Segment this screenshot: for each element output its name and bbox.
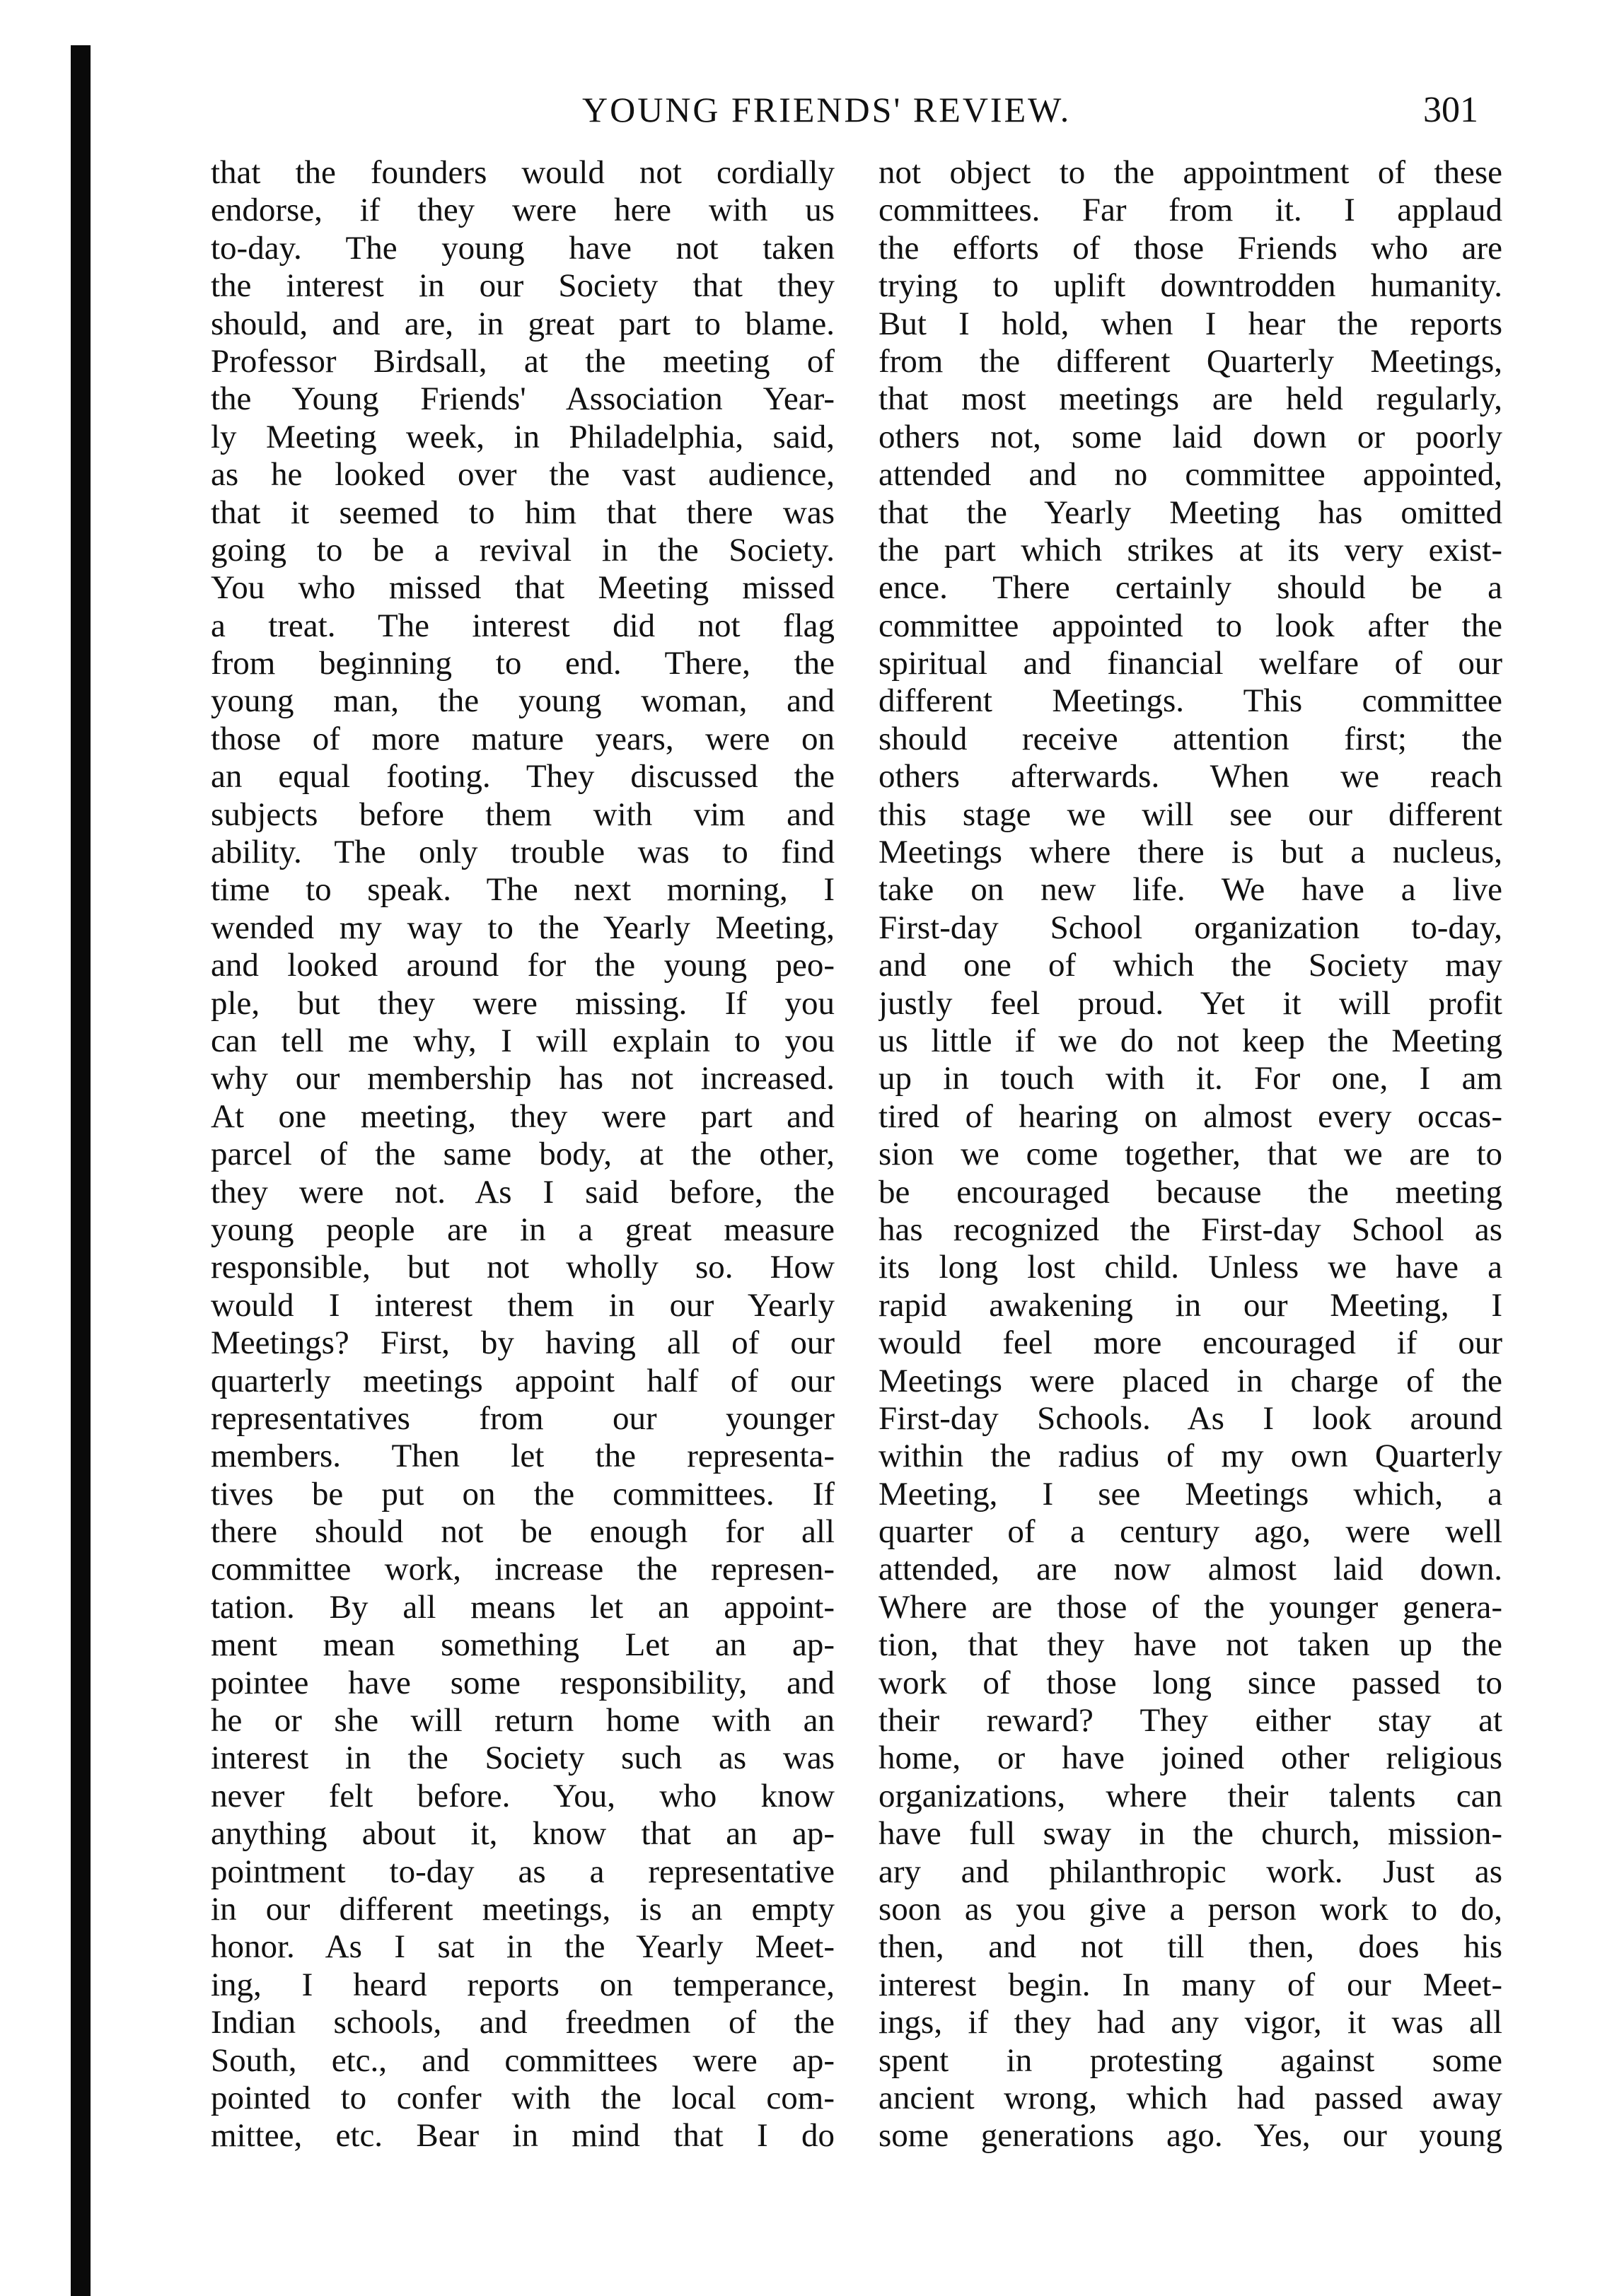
text-line: in our different meetings, is an empty — [211, 1890, 835, 1928]
text-line: members. Then let the representa- — [211, 1438, 835, 1475]
text-line: going to be a revival in the Society. — [211, 531, 835, 569]
text-line: never felt before. You, who know — [211, 1777, 835, 1814]
text-line: ability. The only trouble was to find — [211, 834, 835, 871]
text-line: wended my way to the Yearly Meeting, — [211, 909, 835, 946]
text-line: spiritual and financial welfare of our — [879, 645, 1502, 682]
text-line: should, and are, in great part to blame. — [211, 305, 835, 342]
text-line: representatives from our younger — [211, 1399, 835, 1437]
text-line: organizations, where their talents can — [879, 1777, 1502, 1814]
text-line: quarterly meetings appoint half of our — [211, 1362, 835, 1399]
text-line: a treat. The interest did not flag — [211, 607, 835, 644]
text-line: You who missed that Meeting missed — [211, 569, 835, 607]
text-column-left — [211, 154, 835, 2155]
text-line: home, or have joined other religious — [879, 1740, 1502, 1777]
text-line: anything about it, know that an ap- — [211, 1815, 835, 1853]
text-line: be encouraged because the meeting — [879, 1173, 1502, 1211]
text-line: Professor Birdsall, at the meeting of — [211, 342, 835, 380]
text-line: young people are in a great measure — [211, 1211, 835, 1248]
text-line: tion, that they have not taken up the — [879, 1626, 1502, 1664]
text-line: pointee have some responsibility, and — [211, 1664, 835, 1701]
text-line: Meetings where there is but a nucleus, — [879, 834, 1502, 871]
text-line: attended and no committee appointed, — [879, 456, 1502, 494]
text-line: some generations ago. Yes, our young — [879, 2117, 1502, 2155]
text-line: that the Yearly Meeting has omitted — [879, 494, 1502, 531]
text-line: tives be put on the committees. If — [211, 1475, 835, 1513]
text-line: trying to uplift downtrodden humanity. — [879, 267, 1502, 305]
text-line: others afterwards. When we reach — [879, 758, 1502, 796]
text-line: First-day Schools. As I look around — [879, 1399, 1502, 1437]
running-title: YOUNG FRIENDS' REVIEW. — [582, 90, 1072, 129]
text-line: ing, I heard reports on temperance, — [211, 1966, 835, 2003]
text-line: that the founders would not cordially — [211, 154, 835, 191]
text-line: the efforts of those Friends who are — [879, 229, 1502, 267]
text-line: But I hold, when I hear the reports — [879, 305, 1502, 342]
text-line: as he looked over the vast audience, — [211, 456, 835, 494]
text-line: he or she will return home with an — [211, 1702, 835, 1740]
text-line: the interest in our Society that they — [211, 267, 835, 305]
text-line: soon as you give a person work to do, — [879, 1890, 1502, 1928]
text-line: would feel more encouraged if our — [879, 1324, 1502, 1362]
text-line: Where are those of the younger genera- — [879, 1588, 1502, 1626]
running-head — [205, 89, 1478, 146]
text-line: ancient wrong, which had passed away — [879, 2079, 1502, 2116]
text-line: us little if we do not keep the Meeting — [879, 1022, 1502, 1059]
text-line: have full sway in the church, mission- — [879, 1815, 1502, 1853]
text-line: attended, are now almost laid down. — [879, 1551, 1502, 1588]
text-line: that most meetings are held regularly, — [879, 380, 1502, 418]
text-line: young man, the young woman, and — [211, 682, 835, 720]
text-line: to-day. The young have not taken — [211, 229, 835, 267]
text-line: ment mean something Let an ap- — [211, 1626, 835, 1664]
text-line: pointment to-day as a representative — [211, 1853, 835, 1890]
text-line: take on new life. We have a live — [879, 871, 1502, 909]
text-line: not object to the appointment of these — [879, 154, 1502, 191]
text-line: those of more mature years, were on — [211, 720, 835, 757]
text-line: parcel of the same body, at the other, — [211, 1136, 835, 1173]
text-line: responsible, but not wholly so. How — [211, 1249, 835, 1286]
text-line: there should not be enough for all — [211, 1513, 835, 1551]
text-line: would I interest them in our Yearly — [211, 1286, 835, 1324]
text-line: others not, some laid down or poorly — [879, 418, 1502, 455]
text-line: At one meeting, they were part and — [211, 1097, 835, 1135]
text-line: tired of hearing on almost every occas- — [879, 1097, 1502, 1135]
text-line: interest in the Society such as was — [211, 1740, 835, 1777]
text-line: they were not. As I said before, the — [211, 1173, 835, 1211]
text-column-right — [879, 154, 1502, 2155]
text-line: justly feel proud. Yet it will profit — [879, 984, 1502, 1022]
text-line: First-day School organization to-day, — [879, 909, 1502, 946]
text-line: sion we come together, that we are to — [879, 1136, 1502, 1173]
text-line: up in touch with it. For one, I am — [879, 1060, 1502, 1097]
text-line: the part which strikes at its very exist- — [879, 531, 1502, 569]
text-line: why our membership has not increased. — [211, 1060, 835, 1097]
text-line: ary and philanthropic work. Just as — [879, 1853, 1502, 1890]
text-line: an equal footing. They discussed the — [211, 758, 835, 796]
text-line: this stage we will see our different — [879, 796, 1502, 833]
text-line: work of those long since passed to — [879, 1664, 1502, 1701]
text-line: committees. Far from it. I applaud — [879, 192, 1502, 229]
text-line: and one of which the Society may — [879, 947, 1502, 984]
text-line: within the radius of my own Quarterly — [879, 1438, 1502, 1475]
text-line: subjects before them with vim and — [211, 796, 835, 833]
text-line: Indian schools, and freedmen of the — [211, 2004, 835, 2041]
text-line: committee appointed to look after the — [879, 607, 1502, 644]
text-line: committee work, increase the represen- — [211, 1551, 835, 1588]
text-line: Meetings? First, by having all of our — [211, 1324, 835, 1362]
text-line: then, and not till then, does his — [879, 1928, 1502, 1966]
text-line: their reward? They either stay at — [879, 1702, 1502, 1740]
text-line: can tell me why, I will explain to you — [211, 1022, 835, 1059]
text-line: its long lost child. Unless we have a — [879, 1249, 1502, 1286]
text-line: should receive attention first; the — [879, 720, 1502, 757]
text-line: and looked around for the young peo- — [211, 947, 835, 984]
text-line: time to speak. The next morning, I — [211, 871, 835, 909]
text-line: honor. As I sat in the Yearly Meet- — [211, 1928, 835, 1966]
text-line: from beginning to end. There, the — [211, 645, 835, 682]
text-line: ence. There certainly should be a — [879, 569, 1502, 607]
text-line: ly Meeting week, in Philadelphia, said, — [211, 418, 835, 455]
text-line: Meeting, I see Meetings which, a — [879, 1475, 1502, 1513]
text-line: Meetings were placed in charge of the — [879, 1362, 1502, 1399]
text-line: mittee, etc. Bear in mind that I do — [211, 2117, 835, 2155]
text-line: tation. By all means let an appoint- — [211, 1588, 835, 1626]
scan-edge-bar — [71, 45, 91, 2296]
text-line: the Young Friends' Association Year- — [211, 380, 835, 418]
text-line: that it seemed to him that there was — [211, 494, 835, 531]
text-line: rapid awakening in our Meeting, I — [879, 1286, 1502, 1324]
text-line: pointed to confer with the local com- — [211, 2079, 835, 2116]
text-line: endorse, if they were here with us — [211, 192, 835, 229]
page-number: 301 — [1423, 90, 1478, 130]
text-line: ings, if they had any vigor, it was all — [879, 2004, 1502, 2041]
text-line: quarter of a century ago, were well — [879, 1513, 1502, 1551]
text-line: ple, but they were missing. If you — [211, 984, 835, 1022]
text-line: different Meetings. This committee — [879, 682, 1502, 720]
text-line: South, etc., and committees were ap- — [211, 2041, 835, 2079]
text-line: has recognized the First-day School as — [879, 1211, 1502, 1248]
text-line: from the different Quarterly Meetings, — [879, 342, 1502, 380]
text-line: interest begin. In many of our Meet- — [879, 1966, 1502, 2003]
text-line: spent in protesting against some — [879, 2041, 1502, 2079]
